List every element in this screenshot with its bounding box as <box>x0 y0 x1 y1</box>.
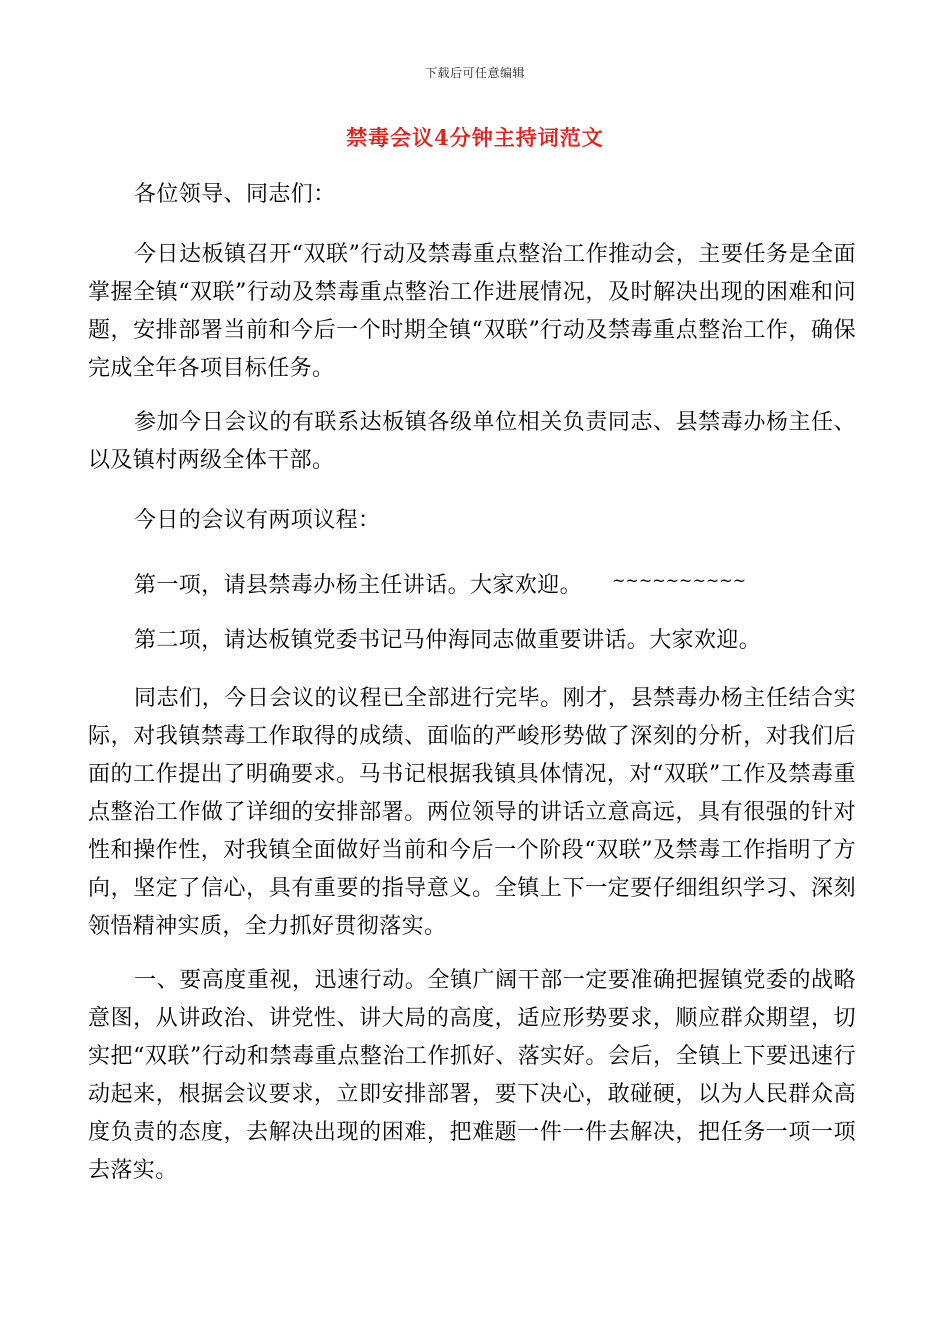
paragraph-text: 今日的会议有两项议程： <box>134 508 381 533</box>
paragraph-text: 一、要高度重视，迅速行动。全镇广阔干部一定要准确把握镇党委的战略意图，从讲政治、讲党性、讲大局的高度，适应形势要求，顺应群众期望，切实把“双联”行动和禁毒重点整治工作抓好、落实好。会后，全镇上下要迅速行动起来，根据会议要求，立即安排部署，要下决心，敢碰硬，以为人民群众高度负责的态度，去解决出现的困难，把难题一件一件去解决，把任务一项一项去落实。 <box>88 968 856 1183</box>
paragraph-text: 第二项，请达板镇党委书记马仲海同志做重要讲话。大家欢迎。 <box>134 628 762 653</box>
paragraph-agenda-item-2 <box>88 622 856 660</box>
paragraph-meeting-purpose <box>88 236 856 388</box>
document-title: 禁毒会议4分钟主持词范文 <box>346 125 604 150</box>
paragraph-attendees <box>88 404 856 480</box>
paragraph-summary <box>88 680 856 946</box>
paragraph-text: 参加今日会议的有联系达板镇各级单位相关负责同志、县禁毒办杨主任、以及镇村两级全体干部。 <box>88 410 856 473</box>
paragraph-point-one <box>88 962 856 1190</box>
paragraph-text: 今日达板镇召开“双联”行动及禁毒重点整治工作推动会，主要任务是全面掌握全镇“双联”行动及禁毒重点整治工作进展情况，及时解决出现的困难和问题，安排部署当前和今后一个时期全镇“双联”行动及禁毒重点整治工作，确保完成全年各项目标任务。 <box>88 242 856 381</box>
paragraph-text: 第一项，请县禁毒办杨主任讲话。大家欢迎。 <box>134 573 583 598</box>
paragraph-agenda-item-1 <box>88 562 856 605</box>
paragraph-greeting <box>88 176 856 214</box>
paragraph-text: 各位领导、同志们： <box>134 182 336 207</box>
tilde-mark: ~~~~~~~~~~ <box>612 571 747 590</box>
paragraph-agenda-intro <box>88 502 856 540</box>
header-note: 下载后可任意编辑 <box>424 66 525 80</box>
paragraph-text: 同志们，今日会议的议程已全部进行完毕。刚才，县禁毒办杨主任结合实际，对我镇禁毒工作取得的成绩、面临的严峻形势做了深刻的分析，对我们后面的工作提出了明确要求。马书记根据我镇具体情况，对“双联”工作及禁毒重点整治工作做了详细的安排部署。两位领导的讲话立意高远，具有很强的针对性和操作性，对我镇全面做好当前和今后一个阶段“双联”及禁毒工作指明了方向，坚定了信心，具有重要的指导意义。全镇上下一定要仔细组织学习、深刻领悟精神实质，全力抓好贯彻落实。 <box>88 686 856 939</box>
